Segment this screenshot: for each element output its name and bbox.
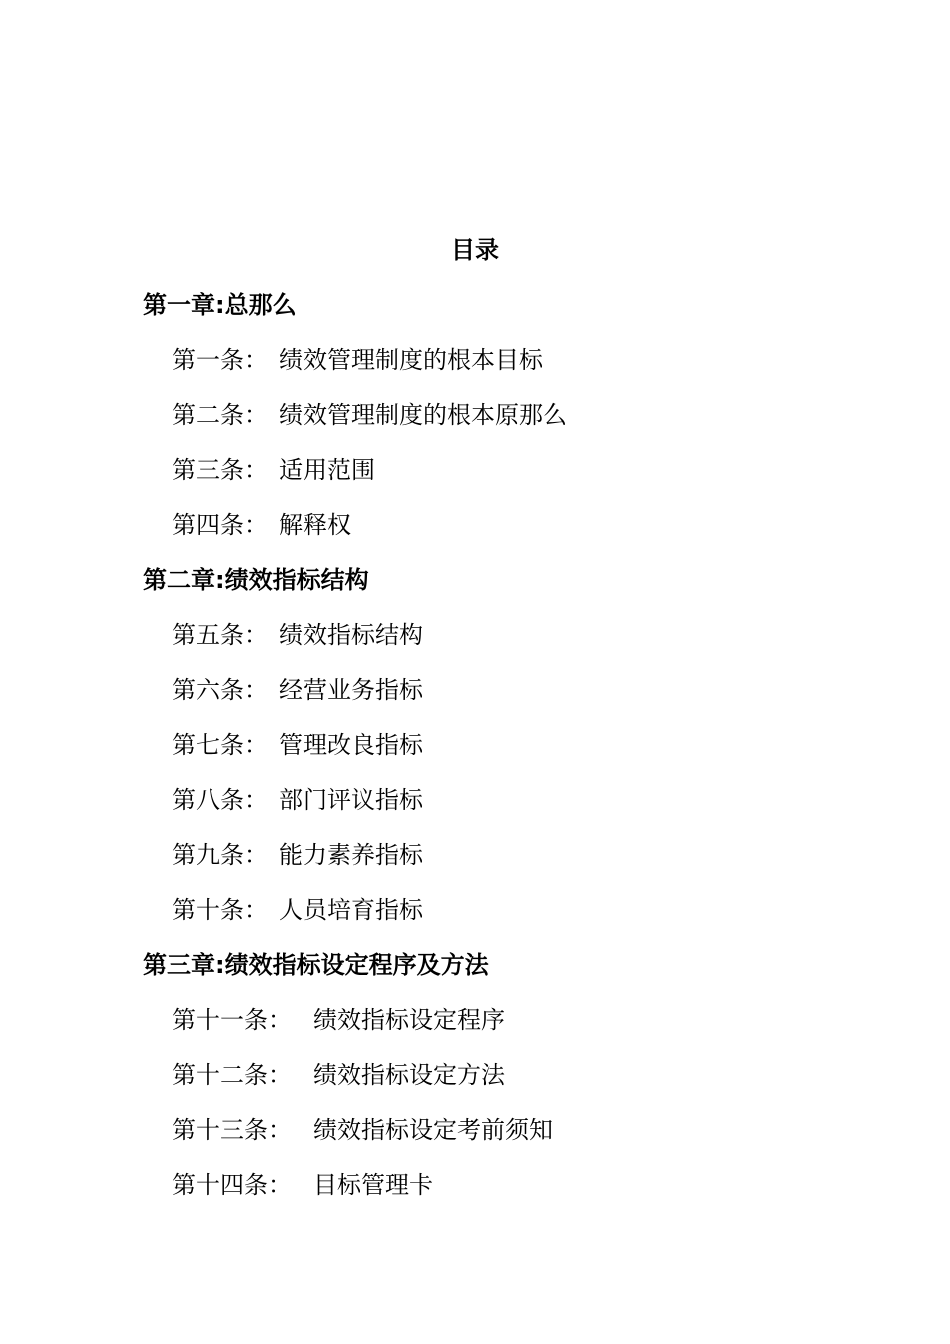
toc-article [143,892,863,928]
article-number: 第八条： [172,786,268,814]
article-number: 第五条： [172,621,268,649]
article-number: 第九条： [172,841,268,869]
article-number: 第六条： [172,676,268,704]
article-number: 第一条： [172,346,268,374]
article-title: 适用范围 [279,456,375,484]
article-title: 绩效指标设定考前须知 [313,1116,553,1144]
article-title: 经营业务指标 [279,676,423,704]
toc-article [143,837,863,873]
toc-article [143,672,863,708]
article-number: 第十四条： [172,1171,292,1199]
article-title: 部门评议指标 [279,786,423,814]
article-title: 绩效指标设定方法 [313,1061,505,1089]
article-number: 第二条： [172,401,268,429]
article-number: 第十条： [172,896,268,924]
article-number: 第十三条： [172,1116,292,1144]
article-title: 绩效指标设定程序 [313,1006,505,1034]
toc-article [143,1057,863,1093]
article-title: 绩效管理制度的根本目标 [279,346,543,374]
article-number: 第七条： [172,731,268,759]
article-title: 解释权 [279,511,351,539]
toc-chapter-3: 第三章:绩效指标设定程序及方法 [143,951,489,979]
toc-title: 目录 [451,236,499,264]
toc-chapter-1: 第一章:总那么 [143,291,297,319]
article-number: 第十二条： [172,1061,292,1089]
article-title: 能力素养指标 [279,841,423,869]
toc-article [143,1167,863,1203]
article-title: 管理改良指标 [279,731,423,759]
article-title: 人员培育指标 [279,896,423,924]
article-title: 目标管理卡 [313,1171,433,1199]
toc-article [143,617,863,653]
toc-article [143,782,863,818]
article-title: 绩效指标结构 [279,621,423,649]
article-number: 第四条： [172,511,268,539]
toc-chapter-2: 第二章:绩效指标结构 [143,566,369,594]
toc-article [143,397,863,433]
toc-article [143,342,863,378]
toc-article [143,1112,863,1148]
toc-article [143,1002,863,1038]
table-of-contents [143,287,863,1222]
toc-article [143,507,863,543]
article-number: 第三条： [172,456,268,484]
article-number: 第十一条： [172,1006,292,1034]
article-title: 绩效管理制度的根本原那么 [279,401,567,429]
toc-article [143,452,863,488]
toc-article [143,727,863,763]
